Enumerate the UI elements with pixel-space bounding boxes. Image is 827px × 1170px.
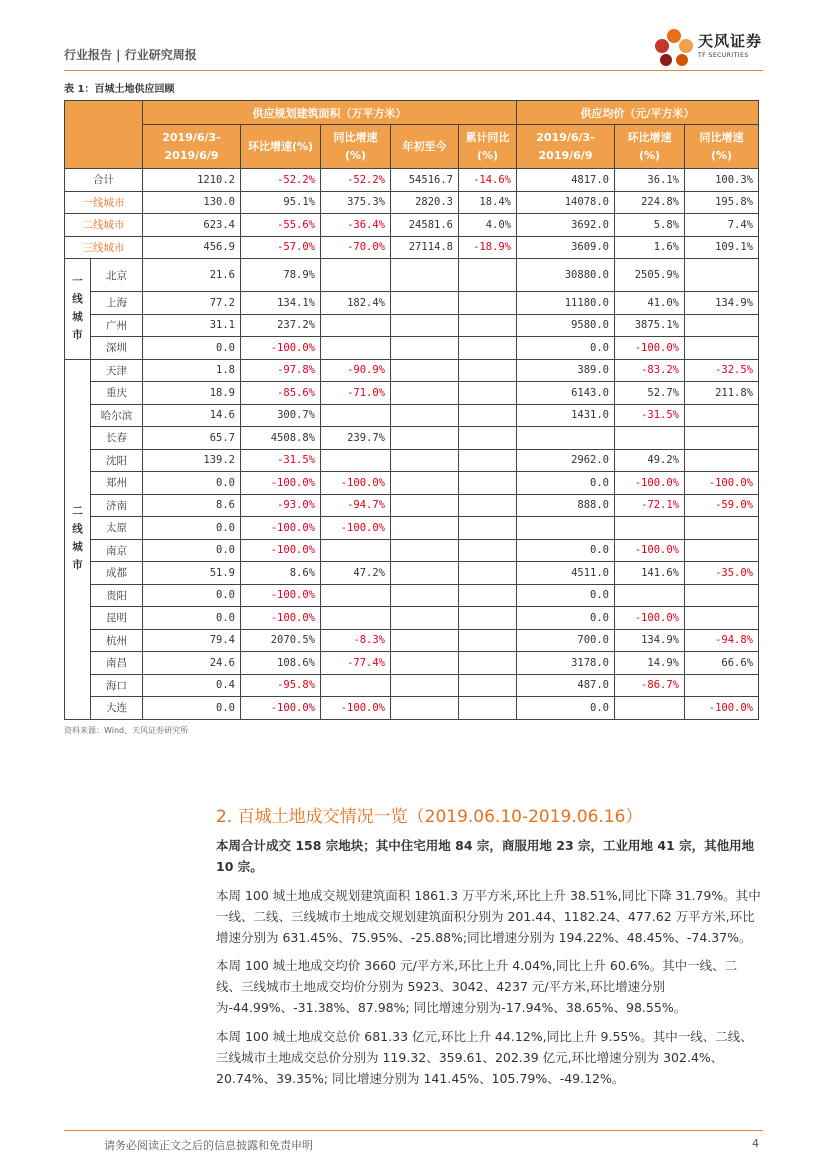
summary-label: 合计 (65, 169, 143, 192)
tier-1-label (65, 259, 91, 360)
table-row (65, 517, 759, 540)
logo-subtitle: TF SECURITIES (698, 52, 749, 59)
table-cell: 888.0 (517, 494, 615, 517)
table-cell (321, 314, 391, 337)
table-cell (321, 539, 391, 562)
table-cell: -100.0% (241, 607, 321, 630)
table-cell (459, 629, 517, 652)
table-cell: 0.0 (517, 607, 615, 630)
city-name: 沈阳 (91, 449, 143, 472)
table-row (65, 674, 759, 697)
table-cell: 36.1% (615, 169, 685, 192)
table-cell: 0.0 (143, 337, 241, 360)
table-cell: 108.6% (241, 652, 321, 675)
summary-label: 一线城市 (65, 191, 143, 214)
table-cell: -100.0% (685, 472, 759, 495)
table-cell (685, 404, 759, 427)
table-cell: 11180.0 (517, 292, 615, 315)
table-cell (517, 427, 615, 450)
paragraph-area: 本周 100 城土地成交规划建筑面积 1861.3 万平方米,环比上升 38.51%,同比下降 31.79%。其中一线、二线、三线城市土地成交规划建筑面积分别为 201.44、1182.24、477.62 万平方米,环比增速分别为 631.45%、75.95%、-25.88%;同比增速分别为 194.22%、48.45%、-74.37%。 (216, 888, 761, 945)
table-cell: -32.5% (685, 359, 759, 382)
table-cell: -52.2% (321, 169, 391, 192)
table-cell (459, 337, 517, 360)
table-cell: 237.2% (241, 314, 321, 337)
table-cell: -59.0% (685, 494, 759, 517)
table-cell: 375.3% (321, 191, 391, 214)
table-source: 资料来源：Wind、天风证券研究所 (64, 726, 189, 735)
city-name: 郑州 (91, 472, 143, 495)
table-cell: 0.4 (143, 674, 241, 697)
table-cell: 1210.2 (143, 169, 241, 192)
table-cell: 24581.6 (391, 214, 459, 237)
table-cell (459, 674, 517, 697)
table-title: 表 1：百城土地供应回顾 (64, 84, 175, 95)
flower-logo-icon (652, 26, 696, 72)
table-cell: -36.4% (321, 214, 391, 237)
table-cell: -100.0% (321, 697, 391, 720)
table-cell: 0.0 (143, 472, 241, 495)
table-cell: -100.0% (615, 337, 685, 360)
table-cell: -94.7% (321, 494, 391, 517)
table-cell: 79.4 (143, 629, 241, 652)
paragraph-price: 本周 100 城土地成交均价 3660 元/平方米,环比上升 4.04%,同比上升 60.6%。其中一线、二线、三线城市土地成交均价分别为 5923、3042、4237 元/平方米,环比增速分别为-44.99%、-31.38%、87.98%; 同比增速分别为-17.94%、38.65%、98.55%。 (216, 958, 738, 1015)
table-cell: 18.9 (143, 382, 241, 405)
table-cell: 195.8% (685, 191, 759, 214)
table-body (65, 169, 759, 720)
table-cell (459, 607, 517, 630)
city-name: 重庆 (91, 382, 143, 405)
table-cell: 78.9% (241, 259, 321, 292)
table-cell: 2070.5% (241, 629, 321, 652)
table-cell: -71.0% (321, 382, 391, 405)
group-header-area: 供应规划建筑面积（万平方米） (143, 101, 517, 125)
table-cell: 182.4% (321, 292, 391, 315)
table-cell: -14.6% (459, 169, 517, 192)
group-label-text: 二线城市 (72, 505, 83, 571)
col-header: 2019/6/3-2019/6/9 (517, 125, 615, 169)
table-cell (459, 292, 517, 315)
table-row (65, 404, 759, 427)
table-cell (685, 539, 759, 562)
table-cell: 0.0 (517, 697, 615, 720)
table-cell (459, 449, 517, 472)
table-cell: 6143.0 (517, 382, 615, 405)
table-cell: 4511.0 (517, 562, 615, 585)
table-cell: 300.7% (241, 404, 321, 427)
table-cell (321, 404, 391, 427)
table-cell: 487.0 (517, 674, 615, 697)
table-cell (391, 652, 459, 675)
table-row (65, 449, 759, 472)
table-cell: 21.6 (143, 259, 241, 292)
table-cell: -31.5% (615, 404, 685, 427)
table-cell: 2962.0 (517, 449, 615, 472)
table-cell: 2820.3 (391, 191, 459, 214)
city-name: 成都 (91, 562, 143, 585)
table-row (65, 214, 759, 237)
table-cell: 24.6 (143, 652, 241, 675)
table-cell (459, 562, 517, 585)
table-cell (391, 629, 459, 652)
table-cell (391, 382, 459, 405)
table-cell: -70.0% (321, 236, 391, 259)
tier-2-label (65, 359, 91, 719)
city-name: 广州 (91, 314, 143, 337)
city-name: 昆明 (91, 607, 143, 630)
table-cell: 0.0 (517, 472, 615, 495)
table-row (65, 562, 759, 585)
table-cell: 4.0% (459, 214, 517, 237)
table-cell: -100.0% (241, 472, 321, 495)
city-name: 南京 (91, 539, 143, 562)
table-cell: 30880.0 (517, 259, 615, 292)
table-cell: 54516.7 (391, 169, 459, 192)
table-row (65, 539, 759, 562)
company-logo (652, 26, 772, 72)
table-row (65, 382, 759, 405)
col-header: 2019/6/3-2019/6/9 (143, 125, 241, 169)
table-cell: 141.6% (615, 562, 685, 585)
col-header: 年初至今 (391, 125, 459, 169)
table-cell: 130.0 (143, 191, 241, 214)
table-cell: 27114.8 (391, 236, 459, 259)
page-number: 4 (752, 1137, 759, 1150)
table-cell: 1431.0 (517, 404, 615, 427)
table-cell (459, 494, 517, 517)
table-row (65, 584, 759, 607)
table-cell: 700.0 (517, 629, 615, 652)
col-header: 环比增速(%) (615, 125, 685, 169)
table-cell (459, 472, 517, 495)
table-cell: 52.7% (615, 382, 685, 405)
group-header-price: 供应均价（元/平方米） (517, 101, 759, 125)
table-cell: -100.0% (241, 539, 321, 562)
table-cell: 4508.8% (241, 427, 321, 450)
table-cell: -100.0% (241, 584, 321, 607)
table-cell (615, 427, 685, 450)
table-cell: 623.4 (143, 214, 241, 237)
table-cell: -57.0% (241, 236, 321, 259)
table-row (65, 629, 759, 652)
table-cell (459, 652, 517, 675)
table-cell (459, 584, 517, 607)
table-cell: 8.6% (241, 562, 321, 585)
table-cell (391, 404, 459, 427)
city-name: 长春 (91, 427, 143, 450)
table-cell: -95.8% (241, 674, 321, 697)
table-cell: -100.0% (321, 517, 391, 540)
table-cell: -100.0% (241, 697, 321, 720)
col-header: 同比增速(%) (685, 125, 759, 169)
table-cell (459, 259, 517, 292)
table-cell (615, 517, 685, 540)
table-cell: 3692.0 (517, 214, 615, 237)
table-row (65, 337, 759, 360)
table-cell (685, 314, 759, 337)
table-cell (685, 517, 759, 540)
table-cell: 0.0 (517, 337, 615, 360)
table-cell: 49.2% (615, 449, 685, 472)
table-cell: 109.1% (685, 236, 759, 259)
table-cell: 3875.1% (615, 314, 685, 337)
city-name: 天津 (91, 359, 143, 382)
city-name: 深圳 (91, 337, 143, 360)
table-cell: 4817.0 (517, 169, 615, 192)
table-cell (391, 539, 459, 562)
report-header: 行业报告 | 行业研究周报 (64, 48, 197, 62)
summary-label: 三线城市 (65, 236, 143, 259)
table-cell: -55.6% (241, 214, 321, 237)
table-cell: 0.0 (143, 697, 241, 720)
table-cell (391, 292, 459, 315)
paragraph-total: 本周 100 城土地成交总价 681.33 亿元,环比上升 44.12%,同比上升 9.55%。其中一线、二线、三线城市土地成交总价分别为 119.32、359.61、202.39 亿元,环比增速分别为 302.4%、20.74%、39.35%; 同比增速分别为 141.45%、105.79%、-49.12%。 (216, 1029, 753, 1086)
table-cell: 8.6 (143, 494, 241, 517)
table-cell: 14.9% (615, 652, 685, 675)
table-cell (391, 562, 459, 585)
footer-disclaimer: 请务必阅读正文之后的信息披露和免责申明 (104, 1139, 313, 1152)
table-cell (459, 314, 517, 337)
table-cell: 3609.0 (517, 236, 615, 259)
col-header: 环比增速(%) (241, 125, 321, 169)
table-cell (321, 337, 391, 360)
table-cell (391, 697, 459, 720)
table-cell: -100.0% (241, 337, 321, 360)
table-cell (459, 427, 517, 450)
table-cell (391, 494, 459, 517)
table-cell: 2505.9% (615, 259, 685, 292)
table-row (65, 427, 759, 450)
table-cell (391, 472, 459, 495)
table-cell: 0.0 (143, 607, 241, 630)
table-cell: 134.9% (685, 292, 759, 315)
table-row (65, 494, 759, 517)
table-cell: 0.0 (143, 517, 241, 540)
table-cell: 239.7% (321, 427, 391, 450)
table-cell: 9580.0 (517, 314, 615, 337)
table-row (65, 169, 759, 192)
table-cell (391, 259, 459, 292)
city-name: 上海 (91, 292, 143, 315)
table-cell (391, 314, 459, 337)
table-cell (459, 404, 517, 427)
header-corner (65, 101, 143, 169)
table-cell: 0.0 (143, 539, 241, 562)
table-cell: 41.0% (615, 292, 685, 315)
table-cell (459, 359, 517, 382)
paragraph-summary: 本周合计成交 158 宗地块；其中住宅用地 84 宗，商服用地 23 宗，工业用地 41 宗，其他用地 10 宗。 (216, 838, 755, 874)
table-cell (685, 427, 759, 450)
table-cell: -90.9% (321, 359, 391, 382)
table-cell: 66.6% (685, 652, 759, 675)
table-cell: -35.0% (685, 562, 759, 585)
city-name: 济南 (91, 494, 143, 517)
table-cell: 18.4% (459, 191, 517, 214)
table-cell: 0.0 (517, 539, 615, 562)
table-cell (685, 607, 759, 630)
table-cell: 134.1% (241, 292, 321, 315)
table-cell: -77.4% (321, 652, 391, 675)
table-cell (321, 584, 391, 607)
table-cell (391, 359, 459, 382)
table-cell: 14.6 (143, 404, 241, 427)
table-cell (391, 337, 459, 360)
table-cell (391, 517, 459, 540)
table-row (65, 472, 759, 495)
table-cell: 77.2 (143, 292, 241, 315)
city-name: 大连 (91, 697, 143, 720)
table-cell: 139.2 (143, 449, 241, 472)
table-cell: 31.1 (143, 314, 241, 337)
table-cell (685, 337, 759, 360)
table-row (65, 607, 759, 630)
table-cell (321, 674, 391, 697)
table-row (65, 697, 759, 720)
table-row (65, 236, 759, 259)
table-cell: 0.0 (143, 584, 241, 607)
table-cell (517, 517, 615, 540)
table-cell: -100.0% (685, 697, 759, 720)
table-cell (321, 449, 391, 472)
table-row (65, 259, 759, 292)
table-cell (685, 449, 759, 472)
table-cell (459, 539, 517, 562)
table-cell (685, 674, 759, 697)
table-cell (685, 259, 759, 292)
city-name: 杭州 (91, 629, 143, 652)
table-cell: -94.8% (685, 629, 759, 652)
table-row (65, 359, 759, 382)
table-cell: 0.0 (517, 584, 615, 607)
col-header: 累计同比(%) (459, 125, 517, 169)
land-supply-table (64, 100, 759, 720)
table-cell: 1.6% (615, 236, 685, 259)
table-cell: 3178.0 (517, 652, 615, 675)
table-cell (615, 697, 685, 720)
table-row (65, 314, 759, 337)
table-row (65, 652, 759, 675)
group-label-text: 一线城市 (72, 275, 83, 341)
col-header: 同比增速(%) (321, 125, 391, 169)
table-cell (459, 697, 517, 720)
table-cell: -31.5% (241, 449, 321, 472)
table-cell (391, 674, 459, 697)
city-name: 贵阳 (91, 584, 143, 607)
table-cell: 14078.0 (517, 191, 615, 214)
table-cell: -18.9% (459, 236, 517, 259)
table-cell: -100.0% (615, 472, 685, 495)
table-cell: -93.0% (241, 494, 321, 517)
table-cell (321, 259, 391, 292)
city-name: 北京 (91, 259, 143, 292)
table-cell: -100.0% (615, 607, 685, 630)
table-cell: -72.1% (615, 494, 685, 517)
table-cell: 389.0 (517, 359, 615, 382)
table-cell (459, 517, 517, 540)
table-cell (459, 382, 517, 405)
table-cell (615, 584, 685, 607)
city-name: 太原 (91, 517, 143, 540)
table-cell: -52.2% (241, 169, 321, 192)
footer-divider (64, 1130, 763, 1131)
table-row (65, 191, 759, 214)
city-name: 海口 (91, 674, 143, 697)
table-cell: 134.9% (615, 629, 685, 652)
table-row (65, 292, 759, 315)
table-cell: 224.8% (615, 191, 685, 214)
summary-label: 二线城市 (65, 214, 143, 237)
table-cell (685, 584, 759, 607)
table-cell: -97.8% (241, 359, 321, 382)
table-cell: 211.8% (685, 382, 759, 405)
section-title: 2. 百城土地成交情况一览（2019.06.10-2019.06.16） (216, 807, 643, 827)
table-cell: 95.1% (241, 191, 321, 214)
table-cell: 1.8 (143, 359, 241, 382)
table-cell (391, 427, 459, 450)
table-cell: 47.2% (321, 562, 391, 585)
table-cell: 100.3% (685, 169, 759, 192)
table-cell (391, 607, 459, 630)
table-cell: -100.0% (241, 517, 321, 540)
table-cell (391, 584, 459, 607)
table-cell: 456.9 (143, 236, 241, 259)
table-cell: -8.3% (321, 629, 391, 652)
table-cell: -83.2% (615, 359, 685, 382)
table-cell: -100.0% (615, 539, 685, 562)
table-cell: 51.9 (143, 562, 241, 585)
table-cell: 5.8% (615, 214, 685, 237)
table-cell (321, 607, 391, 630)
logo-name: 天风证券 (698, 32, 763, 50)
table-cell: -85.6% (241, 382, 321, 405)
city-name: 南昌 (91, 652, 143, 675)
table-cell: -86.7% (615, 674, 685, 697)
table-cell: 7.4% (685, 214, 759, 237)
table-cell: -100.0% (321, 472, 391, 495)
table-cell: 65.7 (143, 427, 241, 450)
city-name: 哈尔滨 (91, 404, 143, 427)
table-cell (391, 449, 459, 472)
